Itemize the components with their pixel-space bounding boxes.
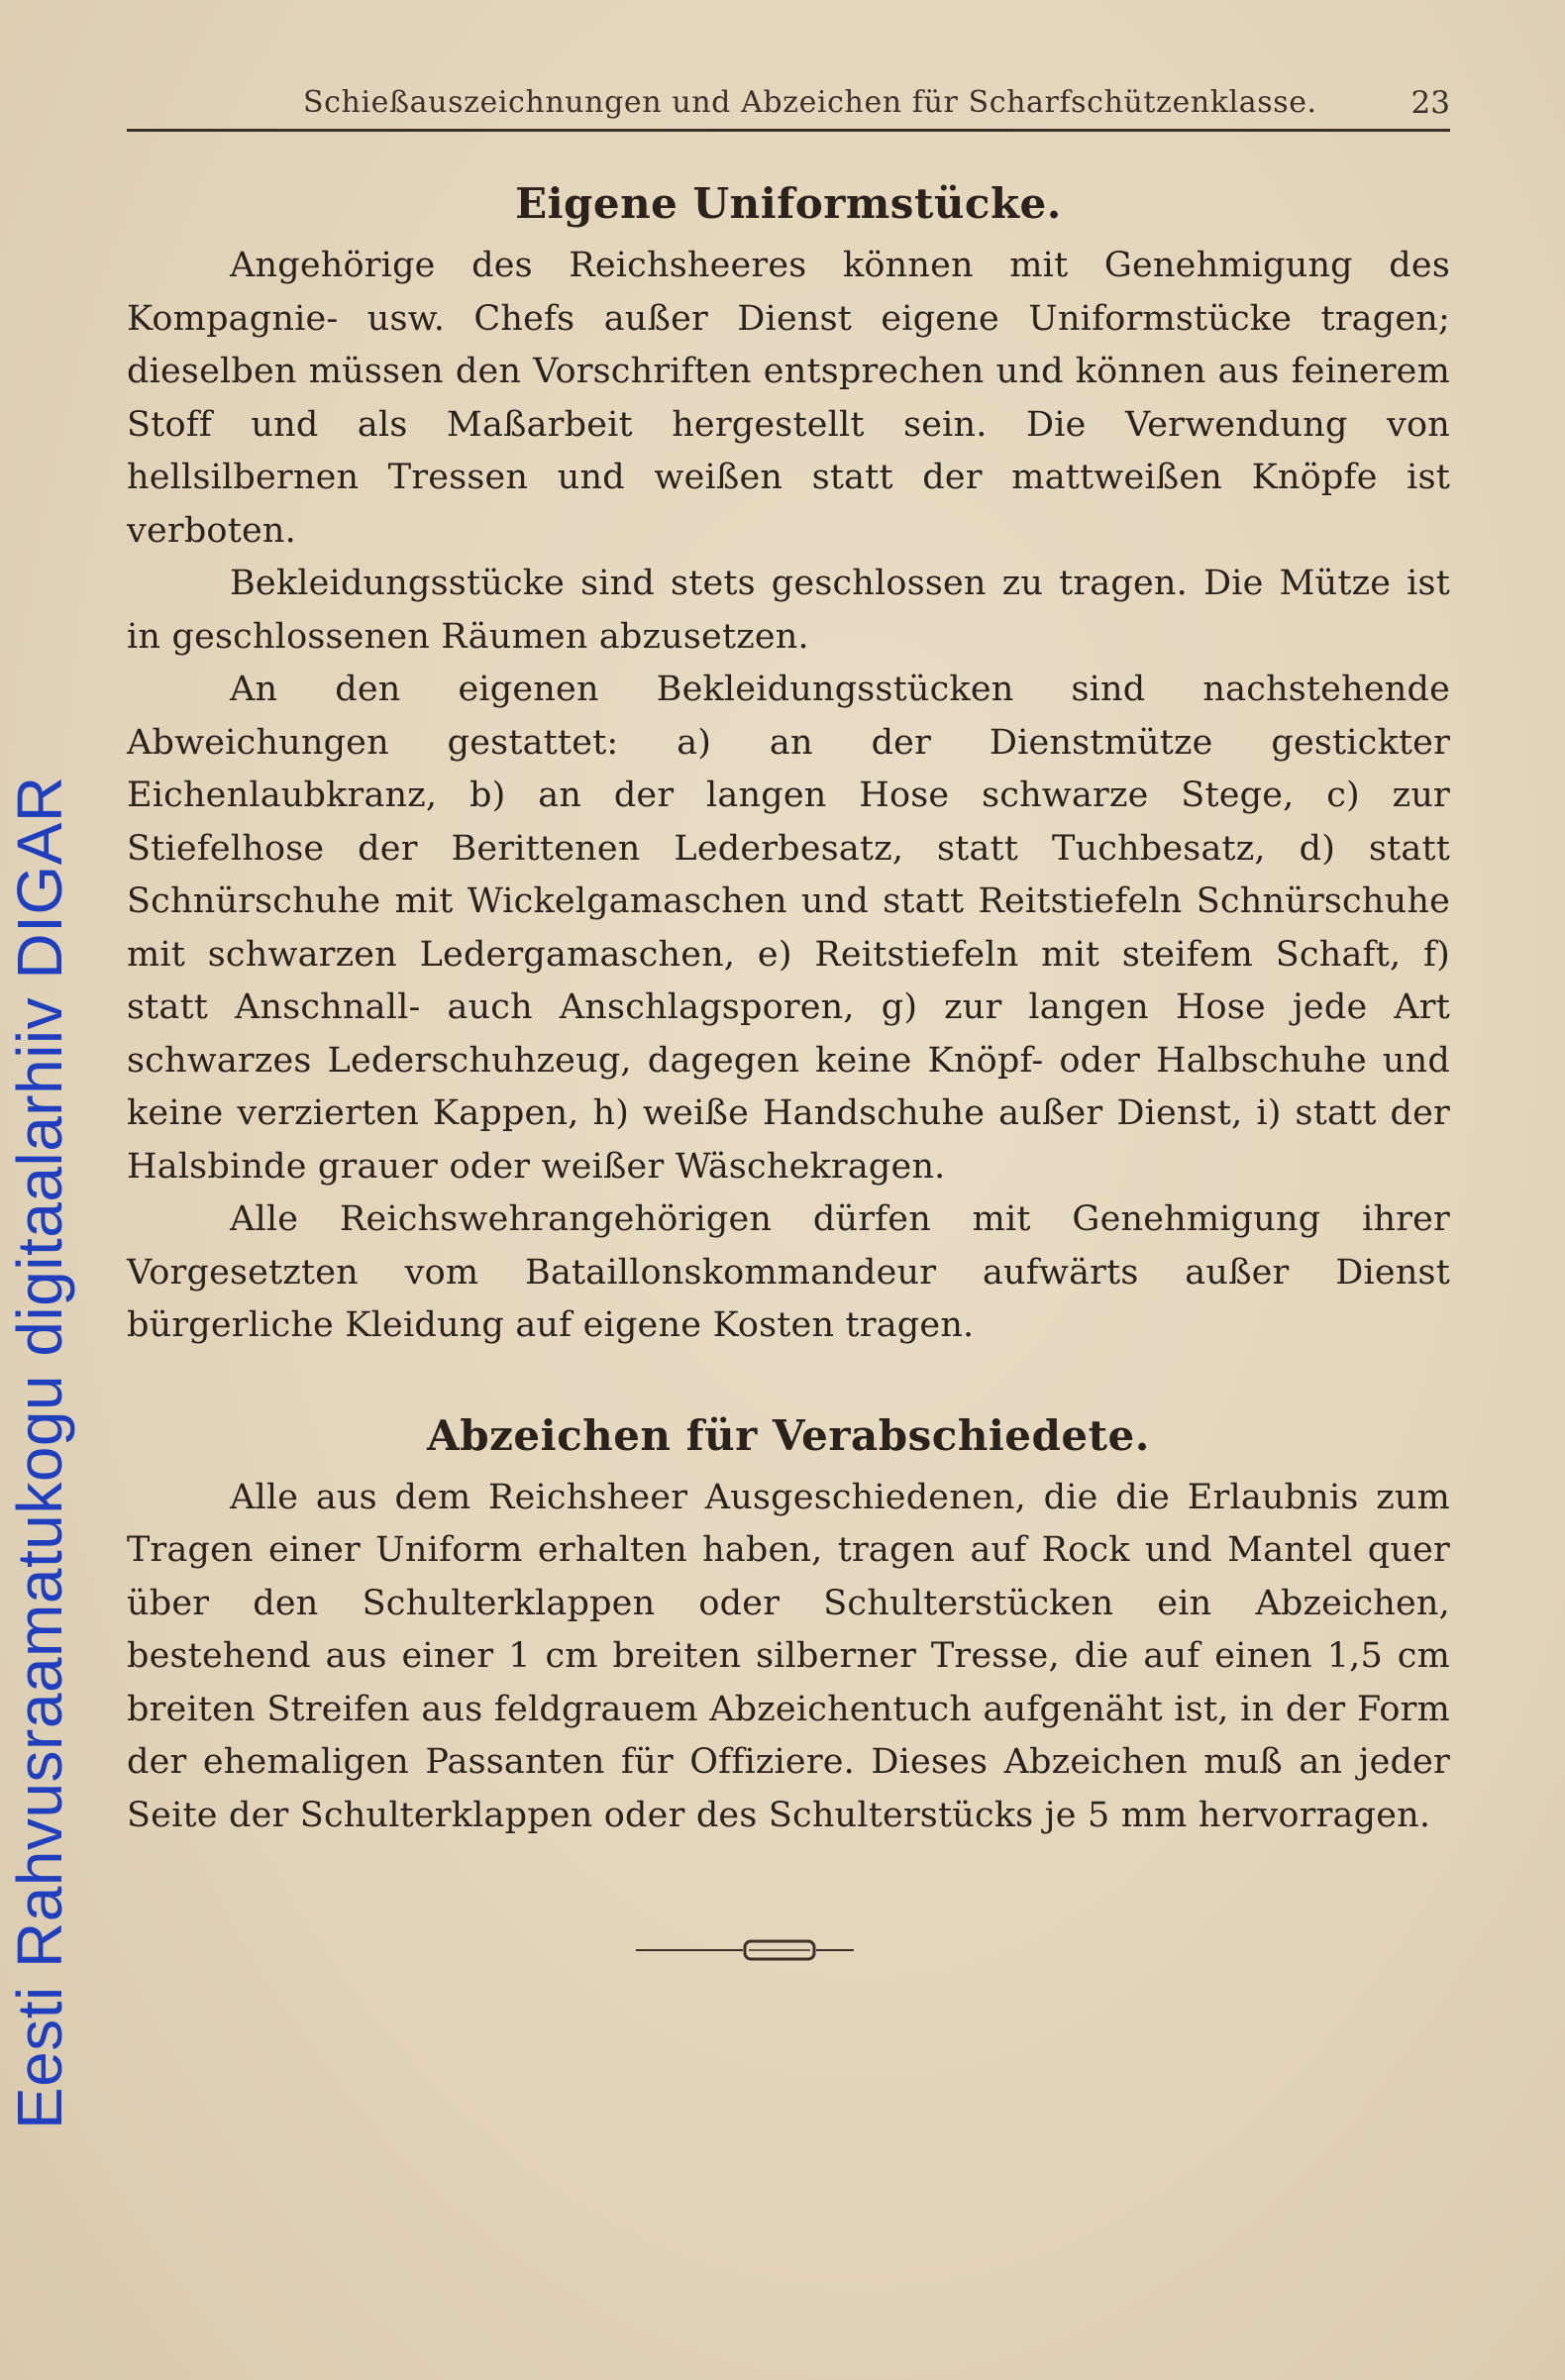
running-title: Schießauszeichnungen und Abzeichen für Scharfschützenklasse. — [303, 85, 1317, 120]
paragraph: Alle aus dem Reichsheer Ausgeschiedenen, die die Erlaubnis zum Tragen einer Uniform erhalten haben, tragen auf Rock und Mantel quer über den Schulterklappen oder Schulterstücken ein Abzeichen, bestehend aus einer 1 cm breiten silberner Tresse, die auf einen 1,5 cm breiten Streifen aus feldgrauem Abzeichentuch aufgenäht ist, in der Form der ehemaligen Passanten für Offiziere. Dieses Abzeichen muß an jeder Seite der Schulterklappen oder des Schulterstücks je 5 mm hervorragen. — [127, 1477, 1450, 1835]
page-number: 23 — [1410, 85, 1450, 121]
closing-rule-ornament-icon — [636, 1938, 854, 1962]
section-title-discharged: Abzeichen für Verabschiedete. — [427, 1410, 1150, 1460]
running-header — [127, 79, 1450, 132]
paragraph: Alle Reichswehrangehörigen dürfen mit Genehmigung ihrer Vorgesetzten vom Bataillonskommandeur aufwärts außer Dienst bürgerliche Kleidung auf eigene Kosten tragen. — [127, 1199, 1450, 1345]
paragraph: Bekleidungsstücke sind stets geschlossen zu tragen. Die Mütze ist in geschlossenen Räumen abzusetzen. — [127, 564, 1450, 657]
paragraph: An den eigenen Bekleidungsstücken sind nachstehende Abweichungen gestattet: a) an der Dienstmütze gestickter Eichenlaubkranz, b) an der langen Hose schwarze Stege, c) zur Stiefelhose der Berittenen Lederbesatz, statt Tuchbesatz, d) statt Schnürschuhe mit Wickelgamaschen und statt Reitstiefeln Schnürschuhe mit schwarzen Ledergamaschen, e) Reitstiefeln mit steifem Schaft, f) statt Anschnall- auch Anschlagsporen, g) zur langen Hose jede Art schwarzes Lederschuhzeug, dagegen keine Knöpf- oder Halbschuhe und keine verzierten Kappen, h) weiße Handschuhe außer Dienst, i) statt der Halsbinde grauer oder weißer Wäschekragen. — [127, 670, 1450, 1187]
paragraph: Angehörige des Reichsheeres können mit Genehmigung des Kompagnie- usw. Chefs außer Dienst eigene Uniformstücke tragen; dieselben müssen den Vorschriften entsprechen und können aus feinerem Stoff und als Maßarbeit hergestellt sein. Die Verwendung von hellsilbernen Tressen und weißen statt der mattweißen Knöpfe ist verboten. — [127, 246, 1450, 551]
main-text — [127, 168, 1450, 1842]
section-title-uniform: Eigene Uniformstücke. — [515, 179, 1062, 228]
archive-watermark: Eesti Rahvusraamatukogu digitaalarhiiv DIGAR — [4, 776, 75, 2129]
